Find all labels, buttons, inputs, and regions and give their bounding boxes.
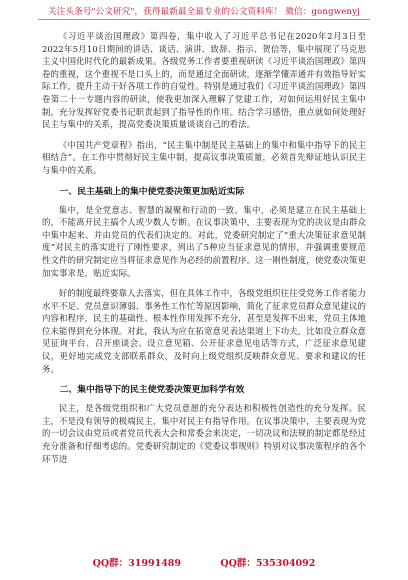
qq-group-2: QQ群：535304092 [220,558,316,569]
promo-banner: 关注头条号"公文研究"，获得最新最全最专业的公文资料库！ 微信：gongwenyj [48,7,360,17]
paragraph-democracy: 民主，是各级党组织和广大党员意愿的充分表达和积极性创造性的充分发挥。民主，不是没有领导的极端民主，集中对民主有指导作用。在议事决策中，主要表现为党的一切会议由党员或者党员代表大会和常委会来决定，一切决议和法规的制定都是经过充分准备和仔细考虑的。党委研究制定的《党委议事规则》特别对议事决策程序的各个环节进 [42,403,366,464]
qq-group-1: QQ群：31991489 [92,558,182,569]
paragraph-intro: 《习近平谈治国理政》第四卷，集中收入了习近平总书记在2020年2月3日至2022年5月10日期间的讲话、谈话、演讲、致辞、指示、贺信等，集中展现了马克思主义中国化时代化的最新成果。各级党务工作者要重视研读《习近平谈治国理政》第四卷的重视，这个重视不是口头上的，而是通过全面研读，逐渐学懂弄通并有效指导好实际工作，提升主动干好各项工作的自觉性。特别是通过我们《习近平谈治国理政》第四卷第二十一专题内容的研读，使我更加深入理解了党建工作，对如何运用好民主集中制，充分发挥好党委书记职责起到了指导性的作用。结合学习感悟，重点就如何处理好民主与集中的关系，提高党委决策质量谈谈自己的看法。 [42,31,366,130]
section-heading-1: 一、民主基础上的集中使党委决策更加贴近实际 [59,186,245,197]
section-heading-2: 二、集中指导下的民主使党委决策更加科学有效 [59,385,245,396]
paragraph-party-constitution: 《中国共产党章程》指出，“民主集中制是民主基础上的集中和集中指导下的民主相结合”。在工作中贯彻好民主集中制，提高议事决策质量，必须首先辩证地认识民主与集中的关系。 [42,139,366,175]
header-divider [38,19,370,20]
paragraph-concentration: 集中，是全党意志、智慧的凝聚和行动的一致。集中，必须是建立在民主基础上的，不能离开民主搞个人或少数人专断。在议事决策中，主要表现为党的决议是由群众中集中起来、并由党员的代表们决定的。对此，党委研究制定了“重大决策征求意见制度”对民主的落实进行了刚性要求，列出了5种应当征求意见的情形，并强调重要规范性文件的研究制定应当将征求意见作为必经的前置程序。这一刚性制度，使党委决策更加实事求是，贴近实际。 [42,204,366,278]
footer-contact [0,555,408,569]
paragraph-implementation: 好的制度最终要靠人去落实，但在具体工作中，各级党组织往往受党务工作者能力水平不足、党员意识薄弱、事务性工作忙等原因影响，简化了征求党员群众意见建议的内容和程序，民主的基础性、根本性作用发挥不充分，甚至是发挥不出来，党员主体地位未能得到充分体现。对此，我认为应在拓宽意见表达渠道上下功夫，比如设立群众意见征询平台、召开座谈会、设立意见箱、公开征求意见电话等方式，广泛征求意见建议，更好地完成党支部联系群众，及时向上级党组织反映群众意见、要求和建议的任务。 [42,288,366,374]
document-body [42,30,366,465]
